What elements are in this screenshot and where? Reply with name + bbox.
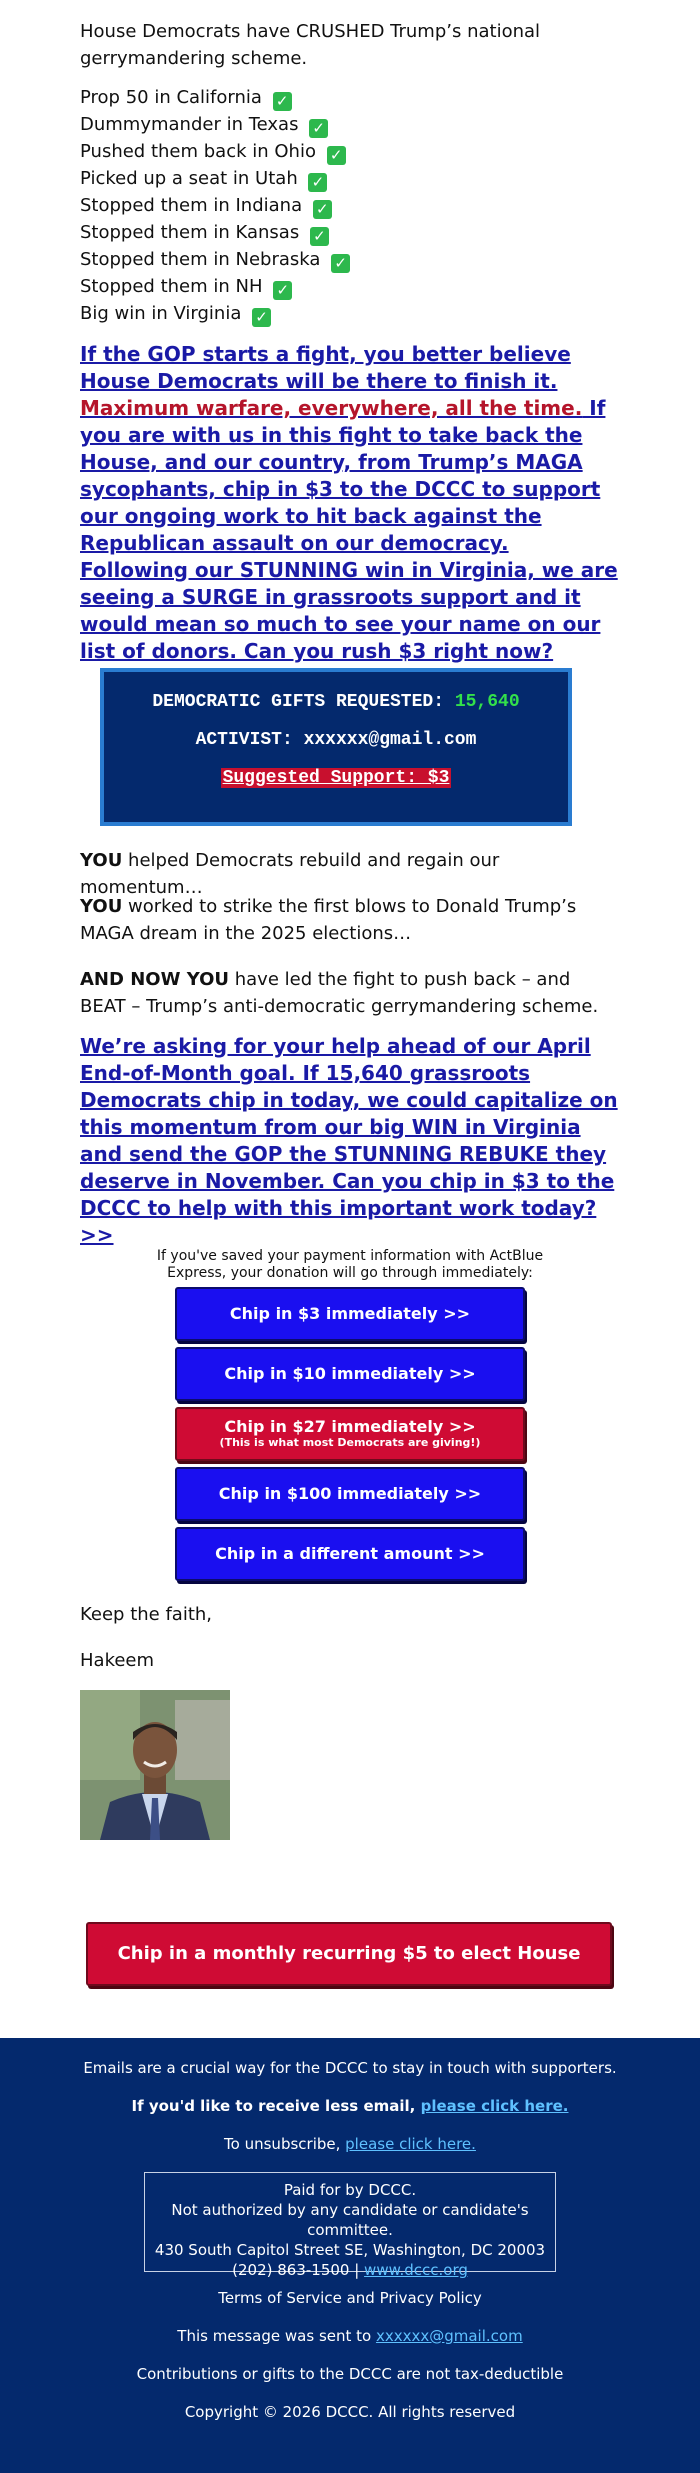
phone-site: (202) 863-1500 | www.dccc.org — [232, 2261, 468, 2279]
address: 430 South Capitol Street SE, Washington, DC 20003 — [154, 2241, 546, 2259]
list-item: Stopped them in Indiana ✓ — [80, 192, 620, 219]
gifts-requested-count: 15,640 — [454, 692, 520, 712]
gifts-requested-line: DEMOCRATIC GIFTS REQUESTED: 15,640 — [152, 692, 520, 712]
paragraph-first-blows: YOU worked to strike the first blows to Donald Trump’s MAGA dream in the 2025 elections… — [80, 896, 577, 944]
suggested-support-link[interactable]: Suggested Support: $3 — [222, 768, 450, 788]
checkmark-icon: ✓ — [273, 92, 292, 111]
terms-link[interactable]: Terms of Service and Privacy Policy — [218, 2289, 482, 2307]
checkmark-icon: ✓ — [313, 200, 332, 219]
paid-for-box — [144, 2172, 556, 2279]
checkmark-icon: ✓ — [309, 119, 328, 138]
footer-less-email: If you'd like to receive less email, please click here. — [131, 2097, 569, 2115]
chip-in-10-button[interactable]: Chip in $10 immediately >> — [175, 1347, 525, 1401]
portrait-illustration — [80, 1690, 230, 1840]
hakeem-photo — [80, 1690, 230, 1840]
recipient-email-link[interactable]: xxxxxx@gmail.com — [375, 2327, 523, 2345]
checkmark-icon: ✓ — [327, 146, 346, 165]
footer-unsubscribe: To unsubscribe, please click here. — [224, 2135, 476, 2153]
not-authorized: Not authorized by any candidate or candidate's committee. — [171, 2201, 529, 2239]
intro-text: House Democrats have CRUSHED Trump’s national gerrymandering scheme. — [80, 21, 541, 69]
contributions-note: Contributions or gifts to the DCCC are not tax-deductible — [136, 2365, 564, 2383]
list-item: Stopped them in Kansas ✓ — [80, 219, 620, 246]
unsubscribe-link[interactable]: please click here. — [345, 2135, 476, 2153]
checkmark-icon: ✓ — [273, 281, 292, 300]
fight-donate-link[interactable]: If the GOP starts a fight, you better believe House Democrats will be there to finish it. Maximum warfare, everywhere, all the time. If you are with us in this fight to take back the House, and our country, from Trump’s MAGA sycophants, chip in $3 to the DCCC to support our ongoing work to hit back against the Republican assault on our democracy. Following our STUNNING win in Virginia, we are seeing a SURGE in grassroots support and it would mean so much to see your name on our list of donors. Can you rush $3 right now? — [80, 342, 618, 663]
list-item: Prop 50 in California ✓ — [80, 84, 620, 111]
email-body — [80, 18, 620, 665]
checkmark-icon: ✓ — [331, 254, 350, 273]
list-item: Stopped them in NH ✓ — [80, 273, 620, 300]
checkmark-icon: ✓ — [310, 227, 329, 246]
list-item: Stopped them in Nebraska ✓ — [80, 246, 620, 273]
activist-line: ACTIVIST: xxxxxx@gmail.com — [195, 730, 477, 750]
chip-in-3-button[interactable]: Chip in $3 immediately >> — [175, 1287, 525, 1341]
gift-request-box[interactable] — [100, 668, 572, 826]
checklist — [80, 84, 620, 327]
dccc-site-link[interactable]: www.dccc.org — [364, 2261, 468, 2279]
footer-email-note: Emails are a crucial way for the DCCC to stay in touch with supporters. — [83, 2059, 617, 2077]
copyright: Copyright © 2026 DCCC. All rights reserved — [184, 2403, 516, 2421]
paid-by: Paid for by DCCC. — [283, 2181, 417, 2199]
list-item: Pushed them back in Ohio ✓ — [80, 138, 620, 165]
list-item: Dummymander in Texas ✓ — [80, 111, 620, 138]
chip-in-100-button[interactable]: Chip in $100 immediately >> — [175, 1467, 525, 1521]
checkmark-icon: ✓ — [308, 173, 327, 192]
monthly-recurring-button[interactable]: Chip in a monthly recurring $5 to elect House Dems >> — [86, 1922, 612, 1986]
signoff: Keep the faith, — [80, 1604, 213, 1625]
checkmark-icon: ✓ — [252, 308, 271, 327]
chip-in-27-button[interactable]: Chip in $27 immediately >> (This is what most Democrats are giving!) — [175, 1407, 525, 1461]
actblue-note: If you've saved your payment information with ActBlue Express, your donation will go through immediately: — [156, 1248, 544, 1281]
signer-name: Hakeem — [80, 1650, 155, 1671]
less-email-link[interactable]: please click here. — [420, 2097, 569, 2115]
footer — [0, 2038, 700, 2473]
list-item: Picked up a seat in Utah ✓ — [80, 165, 620, 192]
goal-donate-link[interactable]: We’re asking for your help ahead of our April End-of-Month goal. If 15,640 grassroots Democrats chip in today, we could capitalize on this momentum from our big WIN in Virginia and send the GOP the STUNNING REBUKE they deserve in November. Can you chip in $3 to the DCCC to help with this important work today? >> — [80, 1034, 618, 1247]
most-giving-note: (This is what most Democrats are giving!) — [219, 1436, 481, 1449]
paragraph-gerrymander: AND NOW YOU have led the fight to push back – and BEAT – Trump’s anti-democratic gerrymandering scheme. — [80, 969, 599, 1017]
sent-to: This message was sent to xxxxxx@gmail.com — [177, 2327, 523, 2345]
list-item: Big win in Virginia ✓ — [80, 300, 620, 327]
warfare-highlight: Maximum warfare, everywhere, all the time. — [80, 396, 583, 420]
paragraph-momentum: YOU helped Democrats rebuild and regain our momentum… — [80, 850, 500, 898]
chip-in-other-button[interactable]: Chip in a different amount >> — [175, 1527, 525, 1581]
